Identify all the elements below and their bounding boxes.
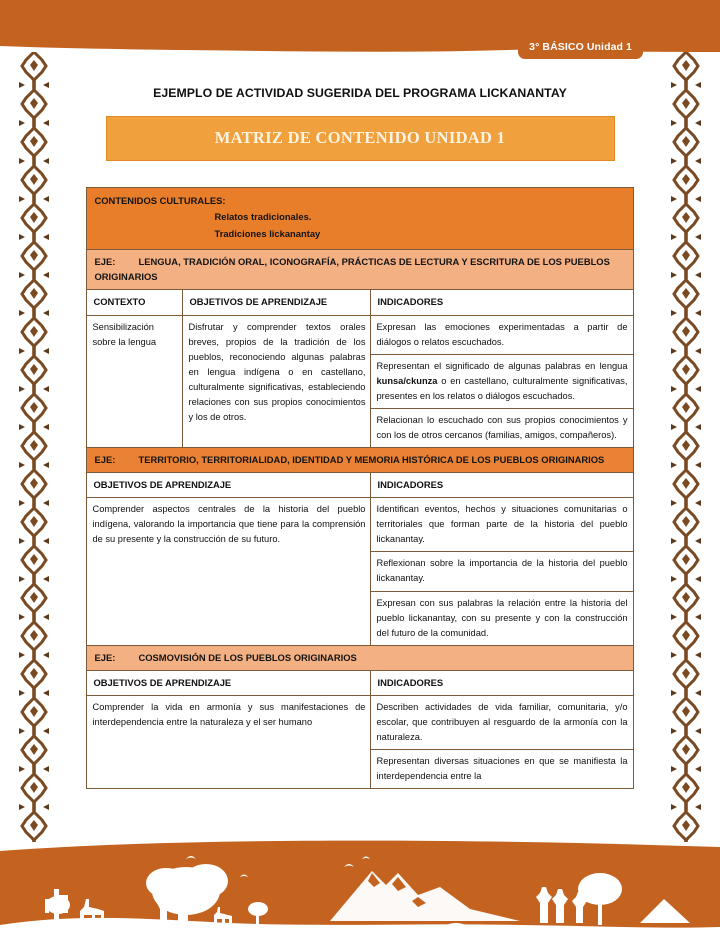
page-subtitle: EJEMPLO DE ACTIVIDAD SUGERIDA DEL PROGRAMA LICKANANTAY bbox=[153, 86, 567, 100]
table-row-colheaders-1 bbox=[87, 290, 633, 315]
colheader-indicadores-1: INDICADORES bbox=[371, 290, 633, 315]
colheader-contexto-1: CONTEXTO bbox=[87, 290, 183, 315]
indicador-cell-3-1: Representan diversas situaciones en que se manifiesta la interdependencia entre la bbox=[371, 750, 633, 789]
eje-header-3 bbox=[87, 645, 633, 670]
eje-label-2: EJE: bbox=[94, 454, 116, 466]
contexto-cell-1: Sensibilización sobre la lengua bbox=[87, 315, 183, 447]
matrix-banner-title: MATRIZ DE CONTENIDO UNIDAD 1 bbox=[106, 116, 615, 161]
objetivo-cell-3: Comprender la vida en armonía y sus manifestaciones de interdependencia entre la naturaleza y el ser humano bbox=[87, 695, 371, 788]
indicador-cell-1-0: Expresan las emociones experimentadas a partir de diálogos o relatos escuchados. bbox=[371, 315, 633, 354]
table-row-content-2a bbox=[87, 498, 633, 552]
eje-title-3: COSMOVISIÓN DE LOS PUEBLOS ORIGINARIOS bbox=[138, 651, 357, 663]
cultural-contents-cell bbox=[87, 188, 633, 250]
indicador-cell-1-2: Relacionan lo escuchado con sus propios conocimientos y con los de otros cercanos (familias, amigos, compañeros). bbox=[371, 408, 633, 447]
cultural-contents-item-1: Tradiciones lickanantay bbox=[214, 227, 321, 239]
indicador-cell-3-0: Describen actividades de vida familiar, comunitaria, y/o escolar, que contribuyen al resguardo de la armonía con la naturaleza. bbox=[371, 695, 633, 749]
table-row-cultural-contents bbox=[87, 188, 633, 250]
cultural-contents-heading: CONTENIDOS CULTURALES: bbox=[94, 195, 226, 206]
eje-header-2 bbox=[87, 448, 633, 473]
indicador-cell-2-0: Identifican eventos, hechos y situaciones comunitarias o territoriales que forman parte de la historia del pueblo lickanantay. bbox=[371, 498, 633, 552]
table-row-eje-3 bbox=[87, 645, 633, 670]
colheader-objetivos-2: OBJETIVOS DE APRENDIZAJE bbox=[87, 473, 371, 498]
eje-label-3: EJE: bbox=[94, 651, 116, 663]
table-row-content-1a bbox=[87, 315, 633, 354]
eje-label-1: EJE: bbox=[94, 256, 116, 268]
term-kunsa-ckunza: kunsa/ckunza bbox=[376, 375, 438, 386]
table-row-colheaders-2 bbox=[87, 473, 633, 498]
objetivo-cell-2: Comprender aspectos centrales de la historia del pueblo indígena, valorando la importancia que tiene para la comprensión de su presente y la construcción de su futuro. bbox=[87, 498, 371, 645]
table-row-eje-1 bbox=[87, 250, 633, 290]
eje-header-1 bbox=[87, 250, 633, 290]
indicador-cell-1-1: Representan el significado de algunas palabras en lengua kunsa/ckunza o en castellano, culturalmente significativas, presentes en los relatos o diálogos escuchados. bbox=[371, 354, 633, 408]
colheader-indicadores-2: INDICADORES bbox=[371, 473, 633, 498]
matrix-content-table bbox=[86, 187, 633, 789]
table-row-content-3a bbox=[87, 695, 633, 749]
table-row-eje-2 bbox=[87, 448, 633, 473]
table-row-colheaders-3 bbox=[87, 670, 633, 695]
unit-badge: 3° BÁSICO Unidad 1 bbox=[518, 38, 643, 59]
eje-title-1: LENGUA, TRADICIÓN ORAL, ICONOGRAFÍA, PRÁCTICAS DE LECTURA Y ESCRITURA DE LOS PUEBLOS ORIGINARIOS bbox=[94, 256, 610, 283]
indicador-cell-2-1: Reflexionan sobre la importancia de la historia del pueblo lickanantay. bbox=[371, 552, 633, 591]
colheader-objetivos-1: OBJETIVOS DE APRENDIZAJE bbox=[183, 290, 371, 315]
colheader-objetivos-3: OBJETIVOS DE APRENDIZAJE bbox=[87, 670, 371, 695]
objetivo-cell-1: Disfrutar y comprender textos orales breves, propios de la tradición de los pueblos, reconociendo algunas palabras en lengua indígena o en castellano, culturalmente significativas, estableciendo relaciones con sus propios conocimientos y los de otros. bbox=[183, 315, 371, 447]
cultural-contents-item-0: Relatos tradicionales. bbox=[214, 211, 312, 223]
eje-title-2: TERRITORIO, TERRITORIALIDAD, IDENTIDAD Y MEMORIA HISTÓRICA DE LOS PUEBLOS ORIGINARIOS bbox=[138, 454, 605, 466]
colheader-indicadores-3: INDICADORES bbox=[371, 670, 633, 695]
indicador-cell-2-2: Expresan con sus palabras la relación entre la historia del pueblo lickanantay, con su presente y con la construcción del futuro de la comunidad. bbox=[371, 591, 633, 645]
bottom-desert-illustration bbox=[0, 837, 720, 932]
